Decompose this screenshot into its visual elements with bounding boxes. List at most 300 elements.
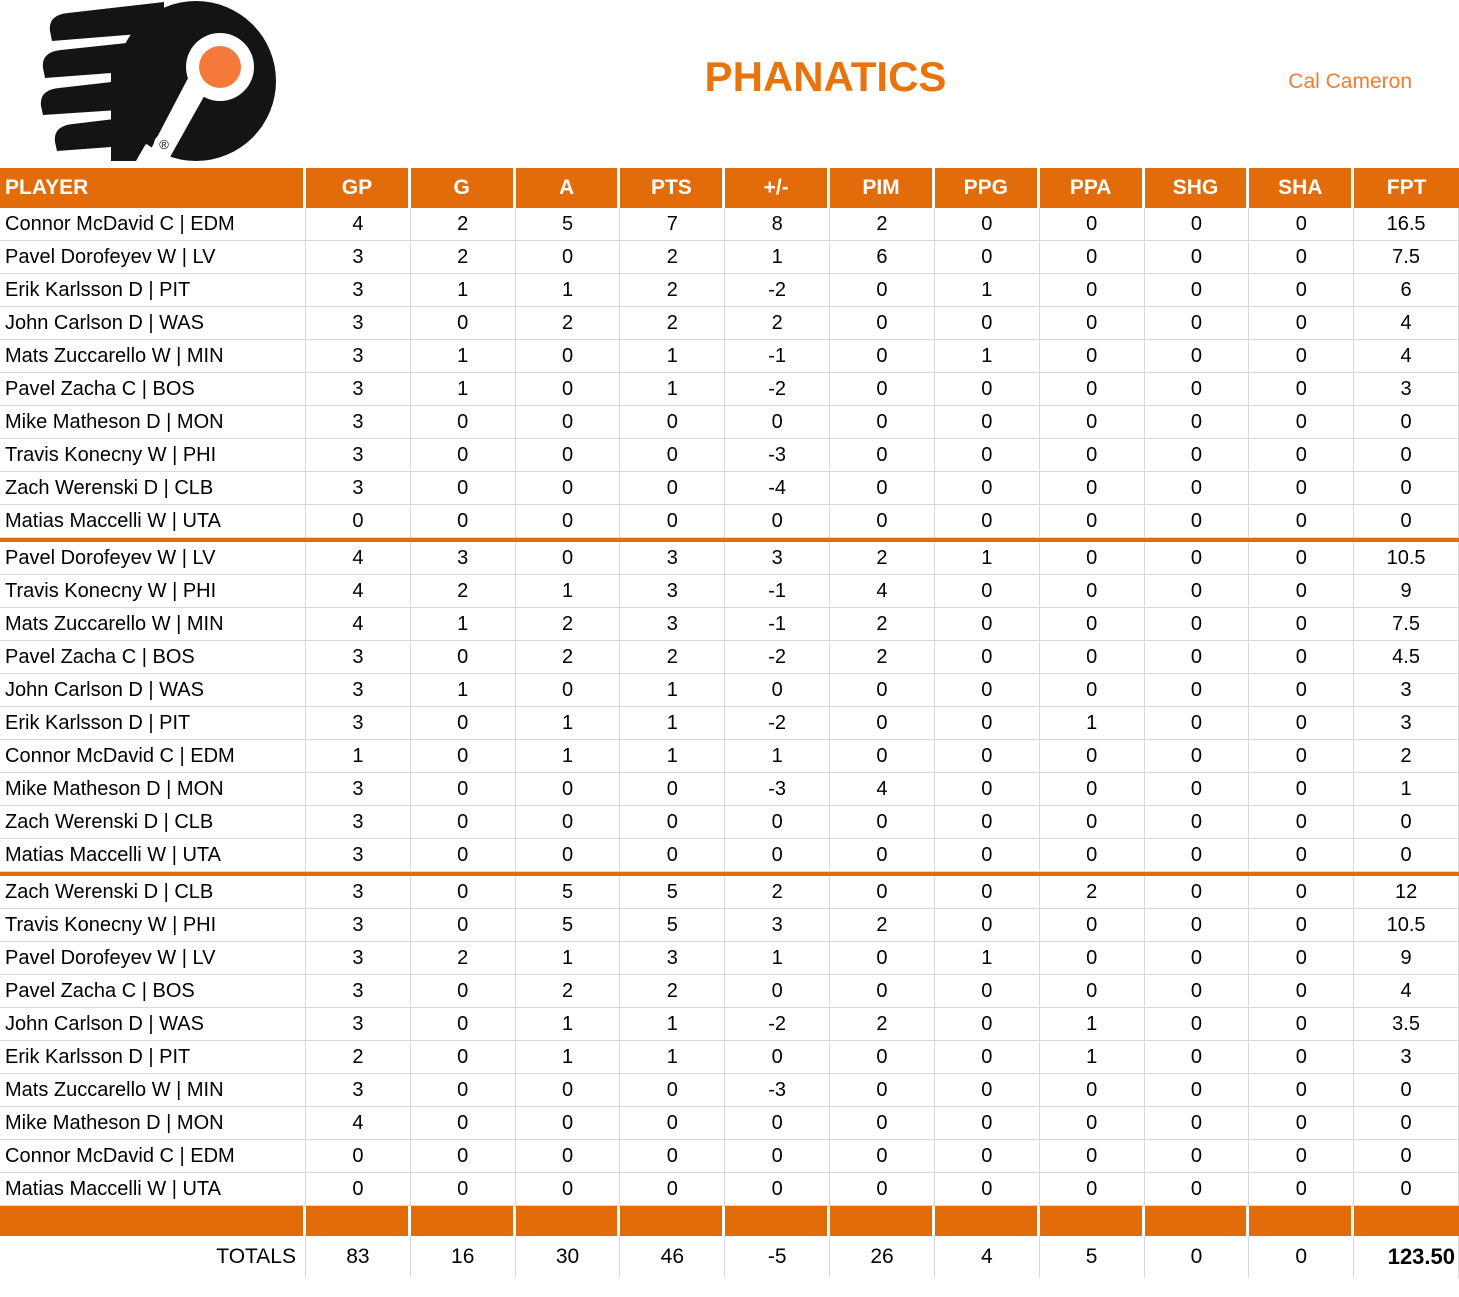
stat-cell-ppa: 2: [1040, 876, 1145, 909]
column-header-plus-minus: +/-: [725, 168, 830, 208]
stat-cell-gp: 3: [306, 975, 411, 1008]
stat-cell-sha: 0: [1249, 942, 1354, 975]
stat-cell-g: 0: [411, 909, 516, 942]
orange-spacer-cell: [1145, 1206, 1250, 1236]
stat-cell-pim: 0: [830, 406, 935, 439]
stat-cell-pts: 1: [620, 1041, 725, 1074]
column-header-pts: PTS: [620, 168, 725, 208]
stat-cell-a: 1: [516, 740, 621, 773]
stat-cell-pim: 6: [830, 241, 935, 274]
flyers-logo-icon: [14, 0, 276, 162]
stat-cell-pim: 0: [830, 876, 935, 909]
stat-cell-plus-minus: -4: [725, 472, 830, 505]
stat-cell-a: 0: [516, 241, 621, 274]
player-name-cell: Erik Karlsson D | PIT: [0, 707, 306, 740]
stat-cell-ppg: 0: [935, 439, 1040, 472]
stat-cell-sha: 0: [1249, 542, 1354, 575]
stat-cell-g: 1: [411, 608, 516, 641]
stat-cell-ppa: 0: [1040, 641, 1145, 674]
stat-cell-ppa: 0: [1040, 1074, 1145, 1107]
stat-cell-plus-minus: 3: [725, 909, 830, 942]
stat-cell-ppg: 0: [935, 975, 1040, 1008]
stat-cell-ppg: 0: [935, 839, 1040, 872]
player-name-cell: Erik Karlsson D | PIT: [0, 274, 306, 307]
stat-cell-gp: 3: [306, 1008, 411, 1041]
player-name-cell: Matias Maccelli W | UTA: [0, 505, 306, 538]
totals-label: TOTALS: [0, 1236, 306, 1278]
stat-cell-a: 2: [516, 641, 621, 674]
stat-cell-pim: 2: [830, 608, 935, 641]
stat-cell-plus-minus: 3: [725, 542, 830, 575]
stat-cell-pts: 3: [620, 575, 725, 608]
player-name-cell: Mats Zuccarello W | MIN: [0, 340, 306, 373]
stat-cell-shg: 0: [1145, 674, 1250, 707]
player-name-cell: Travis Konecny W | PHI: [0, 575, 306, 608]
stat-cell-pim: 0: [830, 674, 935, 707]
stat-cell-pts: 1: [620, 373, 725, 406]
stat-cell-g: 2: [411, 208, 516, 241]
stat-cell-shg: 0: [1145, 1107, 1250, 1140]
stat-cell-pts: 0: [620, 1074, 725, 1107]
stat-cell-ppa: 0: [1040, 439, 1145, 472]
total-value-sha: 0: [1249, 1236, 1354, 1278]
player-name-cell: Mike Matheson D | MON: [0, 1107, 306, 1140]
stat-cell-g: 0: [411, 1041, 516, 1074]
stat-cell-ppa: 0: [1040, 406, 1145, 439]
stat-cell-ppg: 0: [935, 740, 1040, 773]
stat-cell-plus-minus: 0: [725, 674, 830, 707]
stat-cell-a: 0: [516, 472, 621, 505]
orange-spacer-cell: [1040, 1206, 1145, 1236]
column-header-player: PLAYER: [0, 168, 306, 208]
player-name-cell: Matias Maccelli W | UTA: [0, 1173, 306, 1206]
stat-cell-shg: 0: [1145, 505, 1250, 538]
stat-cell-pim: 2: [830, 641, 935, 674]
stat-cell-plus-minus: 8: [725, 208, 830, 241]
column-header-g: G: [411, 168, 516, 208]
player-name-cell: Connor McDavid C | EDM: [0, 740, 306, 773]
player-name-cell: Pavel Zacha C | BOS: [0, 975, 306, 1008]
stat-cell-ppa: 0: [1040, 942, 1145, 975]
stat-cell-fpt: 0: [1354, 839, 1459, 872]
stat-cell-pts: 0: [620, 806, 725, 839]
stat-cell-ppg: 0: [935, 1107, 1040, 1140]
stat-cell-gp: 3: [306, 406, 411, 439]
stat-cell-gp: 3: [306, 839, 411, 872]
stat-cell-g: 0: [411, 1173, 516, 1206]
stat-cell-sha: 0: [1249, 773, 1354, 806]
stat-cell-ppa: 0: [1040, 1140, 1145, 1173]
column-header-fpt: FPT: [1354, 168, 1459, 208]
player-name-cell: Zach Werenski D | CLB: [0, 472, 306, 505]
stat-cell-gp: 3: [306, 909, 411, 942]
total-value-pim: 26: [830, 1236, 935, 1278]
stat-cell-fpt: 0: [1354, 505, 1459, 538]
stat-cell-ppa: 0: [1040, 208, 1145, 241]
stat-cell-ppg: 1: [935, 942, 1040, 975]
player-name-cell: Mats Zuccarello W | MIN: [0, 1074, 306, 1107]
stat-cell-sha: 0: [1249, 1140, 1354, 1173]
stat-cell-shg: 0: [1145, 241, 1250, 274]
stat-cell-g: 3: [411, 542, 516, 575]
total-value-g: 16: [411, 1236, 516, 1278]
stat-cell-a: 0: [516, 542, 621, 575]
stat-cell-sha: 0: [1249, 641, 1354, 674]
player-name-cell: Matias Maccelli W | UTA: [0, 839, 306, 872]
player-name-cell: Mike Matheson D | MON: [0, 773, 306, 806]
player-name-cell: Travis Konecny W | PHI: [0, 909, 306, 942]
stat-cell-ppa: 0: [1040, 505, 1145, 538]
orange-spacer-cell: [411, 1206, 516, 1236]
player-name-cell: Pavel Dorofeyev W | LV: [0, 241, 306, 274]
stat-cell-gp: 0: [306, 1173, 411, 1206]
stat-cell-ppa: 0: [1040, 975, 1145, 1008]
stat-cell-fpt: 4: [1354, 307, 1459, 340]
stat-cell-shg: 0: [1145, 1074, 1250, 1107]
stat-cell-shg: 0: [1145, 542, 1250, 575]
stat-cell-plus-minus: 1: [725, 740, 830, 773]
stat-cell-pts: 0: [620, 1107, 725, 1140]
orange-spacer-cell: [620, 1206, 725, 1236]
stat-cell-ppg: 0: [935, 1041, 1040, 1074]
stat-cell-pts: 2: [620, 307, 725, 340]
player-name-cell: Travis Konecny W | PHI: [0, 439, 306, 472]
stat-cell-plus-minus: 0: [725, 1041, 830, 1074]
total-value-shg: 0: [1145, 1236, 1250, 1278]
column-header-ppa: PPA: [1040, 168, 1145, 208]
stat-cell-gp: 3: [306, 241, 411, 274]
stat-cell-sha: 0: [1249, 208, 1354, 241]
stat-cell-ppa: 0: [1040, 674, 1145, 707]
stat-cell-sha: 0: [1249, 806, 1354, 839]
stat-cell-shg: 0: [1145, 1008, 1250, 1041]
orange-spacer-cell: [935, 1206, 1040, 1236]
stat-cell-a: 0: [516, 439, 621, 472]
stat-cell-g: 0: [411, 740, 516, 773]
stat-cell-a: 2: [516, 608, 621, 641]
stat-cell-ppg: 0: [935, 208, 1040, 241]
stat-cell-ppg: 0: [935, 1074, 1040, 1107]
stat-cell-sha: 0: [1249, 740, 1354, 773]
stat-cell-a: 5: [516, 876, 621, 909]
stat-cell-sha: 0: [1249, 876, 1354, 909]
stat-cell-ppa: 0: [1040, 241, 1145, 274]
orange-spacer-cell: [0, 1206, 306, 1236]
stat-cell-pts: 1: [620, 340, 725, 373]
stat-cell-plus-minus: -2: [725, 641, 830, 674]
player-name-cell: Zach Werenski D | CLB: [0, 876, 306, 909]
stat-cell-g: 0: [411, 406, 516, 439]
stat-cell-a: 0: [516, 806, 621, 839]
orange-spacer-cell: [306, 1206, 411, 1236]
stat-cell-pim: 0: [830, 340, 935, 373]
stat-cell-gp: 0: [306, 505, 411, 538]
stat-cell-sha: 0: [1249, 1041, 1354, 1074]
stat-cell-sha: 0: [1249, 340, 1354, 373]
stat-cell-pts: 0: [620, 1173, 725, 1206]
stat-cell-shg: 0: [1145, 1041, 1250, 1074]
stat-cell-pim: 0: [830, 373, 935, 406]
stat-cell-shg: 0: [1145, 406, 1250, 439]
stat-cell-fpt: 3.5: [1354, 1008, 1459, 1041]
stat-cell-ppg: 1: [935, 542, 1040, 575]
stat-cell-g: 0: [411, 707, 516, 740]
stat-cell-ppg: 1: [935, 340, 1040, 373]
stat-cell-g: 2: [411, 575, 516, 608]
stat-cell-g: 0: [411, 806, 516, 839]
stat-cell-a: 1: [516, 942, 621, 975]
stat-cell-pts: 2: [620, 641, 725, 674]
stat-cell-g: 0: [411, 975, 516, 1008]
total-value-plus-minus: -5: [725, 1236, 830, 1278]
stat-cell-plus-minus: -1: [725, 608, 830, 641]
stat-cell-pts: 3: [620, 542, 725, 575]
stat-cell-pim: 2: [830, 909, 935, 942]
stat-cell-shg: 0: [1145, 608, 1250, 641]
stat-cell-pim: 0: [830, 1041, 935, 1074]
stat-cell-gp: 3: [306, 472, 411, 505]
stat-cell-sha: 0: [1249, 1173, 1354, 1206]
stat-cell-sha: 0: [1249, 307, 1354, 340]
stat-cell-g: 1: [411, 373, 516, 406]
stat-cell-g: 0: [411, 1140, 516, 1173]
stat-cell-fpt: 0: [1354, 439, 1459, 472]
stat-cell-pim: 0: [830, 505, 935, 538]
stat-cell-shg: 0: [1145, 274, 1250, 307]
stat-cell-pim: 2: [830, 1008, 935, 1041]
player-name-cell: Pavel Zacha C | BOS: [0, 373, 306, 406]
total-value-ppg: 4: [935, 1236, 1040, 1278]
stat-cell-pim: 0: [830, 839, 935, 872]
stat-cell-pts: 0: [620, 505, 725, 538]
player-name-cell: Pavel Zacha C | BOS: [0, 641, 306, 674]
stat-cell-g: 0: [411, 307, 516, 340]
stat-cell-shg: 0: [1145, 439, 1250, 472]
stat-cell-plus-minus: 2: [725, 876, 830, 909]
stat-cell-plus-minus: 0: [725, 806, 830, 839]
stat-cell-pim: 0: [830, 472, 935, 505]
stat-cell-ppa: 0: [1040, 806, 1145, 839]
column-header-shg: SHG: [1145, 168, 1250, 208]
stat-cell-fpt: 10.5: [1354, 909, 1459, 942]
stat-cell-pim: 0: [830, 1140, 935, 1173]
stat-cell-fpt: 0: [1354, 806, 1459, 839]
stat-cell-pim: 4: [830, 773, 935, 806]
stat-cell-a: 2: [516, 975, 621, 1008]
stat-cell-ppg: 0: [935, 307, 1040, 340]
stat-cell-pts: 3: [620, 608, 725, 641]
stat-cell-fpt: 7.5: [1354, 241, 1459, 274]
player-name-cell: Pavel Dorofeyev W | LV: [0, 942, 306, 975]
player-name-cell: Connor McDavid C | EDM: [0, 208, 306, 241]
stat-cell-ppg: 0: [935, 575, 1040, 608]
player-name-cell: Zach Werenski D | CLB: [0, 806, 306, 839]
orange-spacer-cell: [516, 1206, 621, 1236]
stat-cell-gp: 4: [306, 542, 411, 575]
stat-cell-plus-minus: 0: [725, 975, 830, 1008]
stat-cell-fpt: 12: [1354, 876, 1459, 909]
stat-cell-sha: 0: [1249, 608, 1354, 641]
stat-cell-gp: 3: [306, 373, 411, 406]
stat-cell-ppa: 0: [1040, 1173, 1145, 1206]
stat-cell-fpt: 9: [1354, 575, 1459, 608]
stat-cell-shg: 0: [1145, 740, 1250, 773]
stat-cell-plus-minus: -3: [725, 439, 830, 472]
stats-table: [0, 168, 1459, 1278]
stat-cell-ppa: 1: [1040, 707, 1145, 740]
stat-cell-fpt: 3: [1354, 373, 1459, 406]
stat-cell-pim: 0: [830, 439, 935, 472]
stat-cell-plus-minus: 0: [725, 406, 830, 439]
stat-cell-a: 0: [516, 1173, 621, 1206]
stat-cell-ppg: 0: [935, 505, 1040, 538]
stat-cell-plus-minus: 0: [725, 1173, 830, 1206]
stat-cell-fpt: 4: [1354, 340, 1459, 373]
stat-cell-pts: 1: [620, 1008, 725, 1041]
stat-cell-shg: 0: [1145, 975, 1250, 1008]
stat-cell-ppa: 0: [1040, 839, 1145, 872]
stat-cell-sha: 0: [1249, 909, 1354, 942]
stat-cell-sha: 0: [1249, 505, 1354, 538]
stat-cell-shg: 0: [1145, 1140, 1250, 1173]
stat-cell-ppg: 0: [935, 707, 1040, 740]
stat-cell-plus-minus: 1: [725, 942, 830, 975]
player-name-cell: Connor McDavid C | EDM: [0, 1140, 306, 1173]
stat-cell-pts: 2: [620, 975, 725, 1008]
orange-spacer-cell: [1354, 1206, 1459, 1236]
stat-cell-plus-minus: 0: [725, 505, 830, 538]
stat-cell-ppg: 0: [935, 472, 1040, 505]
stat-cell-fpt: 7.5: [1354, 608, 1459, 641]
stat-cell-fpt: 1: [1354, 773, 1459, 806]
stat-cell-pim: 0: [830, 707, 935, 740]
stat-cell-sha: 0: [1249, 1074, 1354, 1107]
stat-cell-ppg: 0: [935, 1140, 1040, 1173]
stat-cell-fpt: 0: [1354, 1173, 1459, 1206]
stat-cell-sha: 0: [1249, 1107, 1354, 1140]
stat-cell-ppg: 0: [935, 1008, 1040, 1041]
stat-cell-pts: 0: [620, 406, 725, 439]
stat-cell-shg: 0: [1145, 373, 1250, 406]
stat-cell-pts: 2: [620, 274, 725, 307]
stat-cell-pim: 4: [830, 575, 935, 608]
total-value-gp: 83: [306, 1236, 411, 1278]
grand-total-fpt: 123.50: [1354, 1236, 1459, 1278]
stat-cell-shg: 0: [1145, 472, 1250, 505]
stat-cell-pts: 3: [620, 942, 725, 975]
stat-cell-sha: 0: [1249, 406, 1354, 439]
stat-cell-ppg: 0: [935, 674, 1040, 707]
stat-cell-fpt: 4.5: [1354, 641, 1459, 674]
stat-cell-shg: 0: [1145, 773, 1250, 806]
stat-cell-ppg: 0: [935, 373, 1040, 406]
stat-cell-ppa: 0: [1040, 575, 1145, 608]
stat-cell-ppa: 0: [1040, 773, 1145, 806]
total-value-pts: 46: [620, 1236, 725, 1278]
stat-cell-g: 0: [411, 505, 516, 538]
stat-cell-fpt: 2: [1354, 740, 1459, 773]
column-header-pim: PIM: [830, 168, 935, 208]
stat-cell-gp: 3: [306, 674, 411, 707]
stat-cell-ppa: 0: [1040, 608, 1145, 641]
stat-cell-g: 1: [411, 274, 516, 307]
stat-cell-g: 0: [411, 839, 516, 872]
stat-cell-pim: 0: [830, 942, 935, 975]
stat-cell-shg: 0: [1145, 575, 1250, 608]
stat-cell-plus-minus: 2: [725, 307, 830, 340]
stat-cell-gp: 1: [306, 740, 411, 773]
stat-cell-shg: 0: [1145, 909, 1250, 942]
stat-cell-gp: 3: [306, 274, 411, 307]
stat-cell-sha: 0: [1249, 839, 1354, 872]
stat-cell-a: 0: [516, 839, 621, 872]
stat-cell-fpt: 0: [1354, 472, 1459, 505]
stat-cell-a: 0: [516, 505, 621, 538]
stat-cell-shg: 0: [1145, 1173, 1250, 1206]
stat-cell-pim: 0: [830, 1107, 935, 1140]
stat-cell-a: 0: [516, 373, 621, 406]
stat-cell-ppg: 0: [935, 406, 1040, 439]
stat-cell-gp: 4: [306, 608, 411, 641]
stat-cell-a: 1: [516, 1008, 621, 1041]
stat-cell-fpt: 3: [1354, 707, 1459, 740]
stat-cell-shg: 0: [1145, 876, 1250, 909]
stat-cell-a: 0: [516, 1140, 621, 1173]
stat-cell-fpt: 9: [1354, 942, 1459, 975]
stat-cell-ppa: 0: [1040, 307, 1145, 340]
stat-cell-shg: 0: [1145, 340, 1250, 373]
stat-cell-pts: 0: [620, 439, 725, 472]
player-name-cell: Mike Matheson D | MON: [0, 406, 306, 439]
stat-cell-ppa: 0: [1040, 1107, 1145, 1140]
stat-cell-shg: 0: [1145, 839, 1250, 872]
stat-cell-fpt: 10.5: [1354, 542, 1459, 575]
stat-cell-a: 1: [516, 707, 621, 740]
stat-cell-ppg: 0: [935, 909, 1040, 942]
stat-cell-pts: 0: [620, 472, 725, 505]
total-value-a: 30: [516, 1236, 621, 1278]
stat-cell-ppa: 0: [1040, 542, 1145, 575]
stat-cell-fpt: 4: [1354, 975, 1459, 1008]
stat-cell-gp: 3: [306, 307, 411, 340]
stat-cell-gp: 2: [306, 1041, 411, 1074]
stat-cell-ppa: 0: [1040, 373, 1145, 406]
stat-cell-plus-minus: -1: [725, 340, 830, 373]
stat-cell-sha: 0: [1249, 975, 1354, 1008]
stat-cell-shg: 0: [1145, 707, 1250, 740]
stat-cell-ppa: 1: [1040, 1008, 1145, 1041]
stat-cell-plus-minus: -1: [725, 575, 830, 608]
stat-cell-g: 0: [411, 1074, 516, 1107]
stat-cell-a: 0: [516, 340, 621, 373]
player-name-cell: John Carlson D | WAS: [0, 307, 306, 340]
stat-cell-pim: 0: [830, 975, 935, 1008]
stat-cell-a: 2: [516, 307, 621, 340]
stat-cell-plus-minus: -3: [725, 1074, 830, 1107]
stat-cell-gp: 3: [306, 876, 411, 909]
stat-cell-ppg: 0: [935, 876, 1040, 909]
stat-cell-gp: 3: [306, 641, 411, 674]
stat-cell-sha: 0: [1249, 1008, 1354, 1041]
stat-cell-pts: 7: [620, 208, 725, 241]
stat-cell-a: 0: [516, 674, 621, 707]
logo-orange-dot: [199, 46, 241, 88]
stat-cell-ppg: 0: [935, 641, 1040, 674]
stat-cell-fpt: 0: [1354, 1074, 1459, 1107]
stat-cell-ppa: 0: [1040, 472, 1145, 505]
stat-cell-pts: 0: [620, 773, 725, 806]
stat-cell-pim: 0: [830, 1074, 935, 1107]
